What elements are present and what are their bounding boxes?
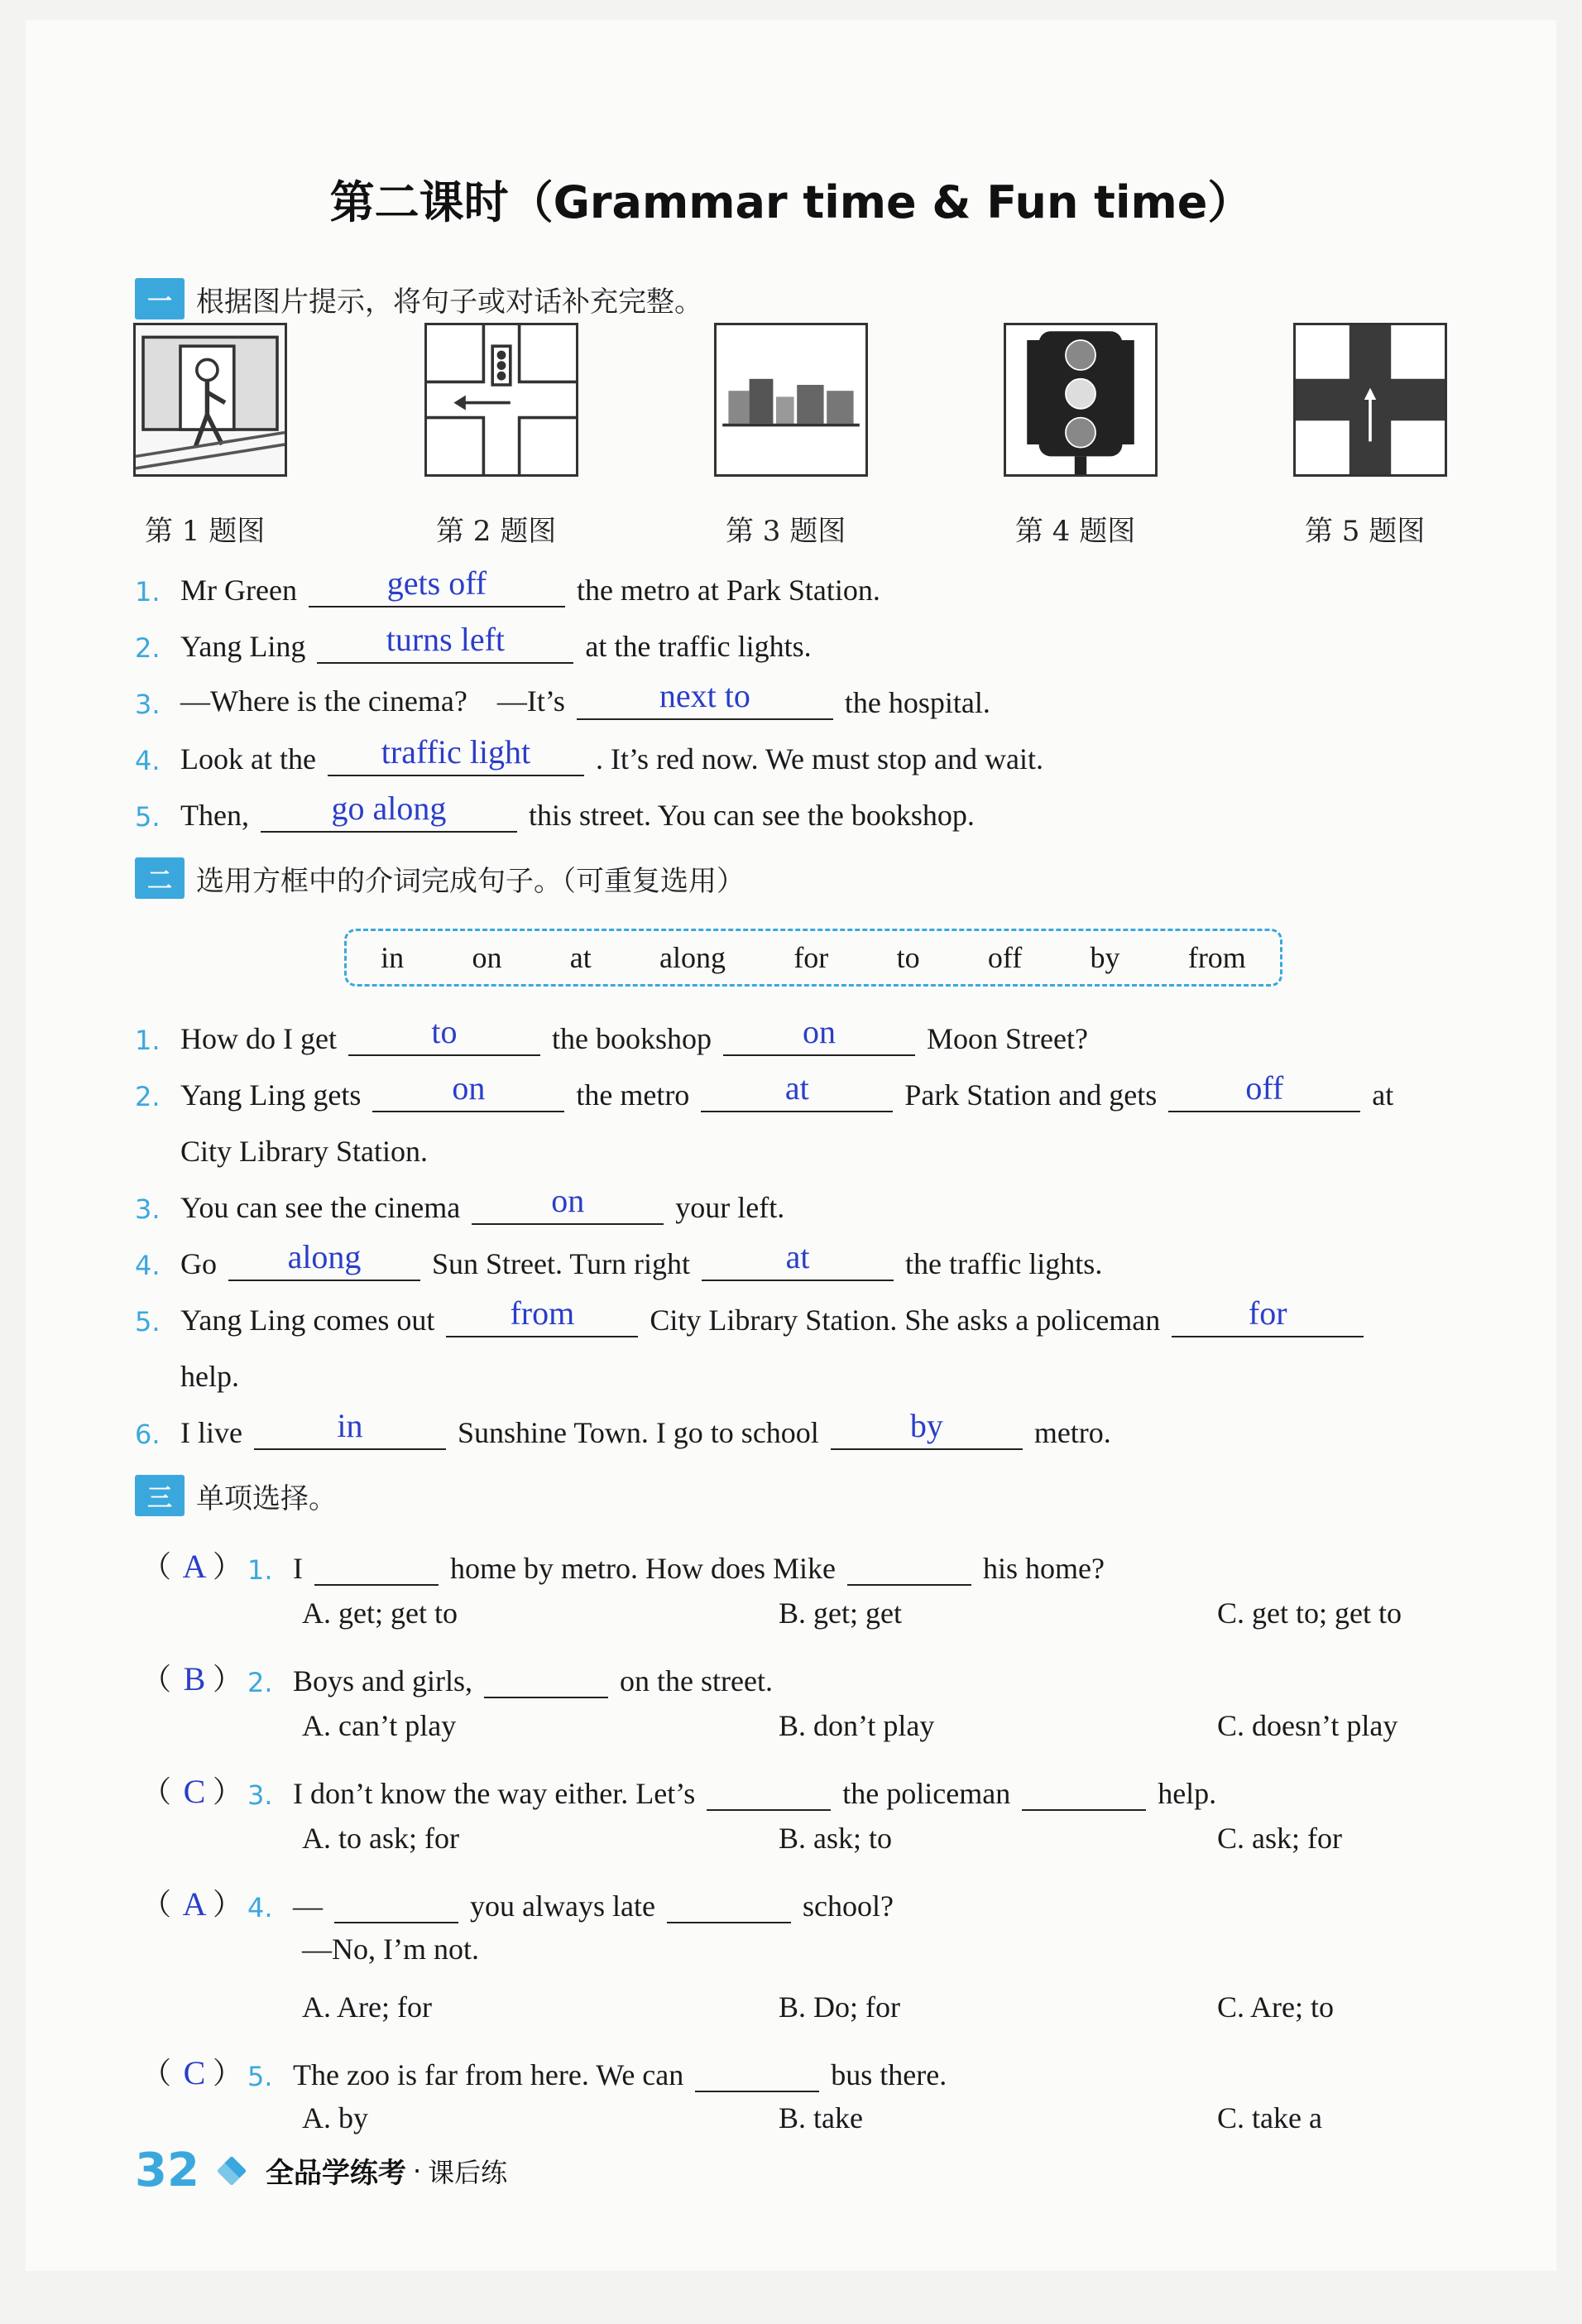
paren-open: （ <box>141 1775 172 1808</box>
mc-1-option-a[interactable]: A. get; get to <box>302 1597 458 1630</box>
answer-blank[interactable] <box>667 1882 791 1923</box>
mc-question-1 <box>141 1536 1465 1586</box>
book-subtitle: 课后练 <box>428 2156 508 2188</box>
traffic-light-icon <box>1004 323 1158 477</box>
question-text: Yang Ling <box>180 630 306 663</box>
paren-open: （ <box>141 1663 172 1696</box>
section-2-header <box>135 852 745 904</box>
section-2-number: 二 <box>135 857 185 899</box>
question-text: Sunshine Town. I go to school <box>457 1416 819 1449</box>
mc-question-4 <box>141 1874 1465 1923</box>
question-text: metro. <box>1033 1416 1111 1449</box>
paren-open: （ <box>141 1550 172 1583</box>
word-option: by <box>1090 941 1120 974</box>
question-number: 4. <box>247 1892 273 1923</box>
question-text: you always late <box>470 1889 655 1923</box>
mc-question-3 <box>141 1761 1465 1811</box>
answer-blank[interactable] <box>309 566 565 607</box>
question-number: 4. <box>135 1250 161 1281</box>
part2-question-5 <box>135 1288 1465 1337</box>
section-3-header <box>135 1470 337 1521</box>
question-text: your left. <box>675 1191 785 1224</box>
question-text: Look at the <box>180 742 316 775</box>
mc-2-option-b[interactable]: B. don’t play <box>779 1709 935 1742</box>
question-text: the policeman <box>842 1777 1011 1810</box>
question-text: I don’t know the way either. Let’s <box>293 1777 696 1810</box>
mc-2-option-a[interactable]: A. can’t play <box>302 1709 457 1742</box>
answer-blank[interactable] <box>348 1015 540 1056</box>
question-text: home by metro. How does Mike <box>450 1552 836 1585</box>
question-text: The zoo is far from here. We can <box>293 2058 684 2091</box>
answer-blank[interactable] <box>261 791 517 833</box>
part2-question-2-continued <box>180 1119 1465 1169</box>
question-number: 1. <box>135 576 161 607</box>
page-title: 第二课时（Grammar time & Fun time） <box>329 176 1253 228</box>
question-text: You can see the cinema <box>180 1191 461 1224</box>
question-text: How do I get <box>180 1022 337 1055</box>
answer-blank[interactable] <box>254 1409 446 1450</box>
answer-text: along <box>287 1238 362 1275</box>
word-option: on <box>472 941 502 974</box>
answer-text: for <box>1248 1294 1287 1332</box>
question-number: 2. <box>247 1667 273 1698</box>
question-text: Mr Green <box>180 574 297 607</box>
section-1-header <box>135 273 702 324</box>
question-text: Boys and girls, <box>293 1664 473 1697</box>
question-text: City Library Station. <box>180 1135 428 1168</box>
turn-left-crossroad-icon <box>424 323 578 477</box>
section-3-instruction: 单项选择。 <box>196 1481 337 1515</box>
answer-text: gets off <box>386 564 487 602</box>
question-text: Go <box>180 1247 217 1280</box>
mc-5-option-a[interactable]: A. by <box>302 2101 368 2134</box>
caption-picture-1: 第 1 题图 <box>145 515 266 548</box>
answer-text: traffic light <box>381 733 531 771</box>
answer-blank[interactable] <box>446 1296 638 1337</box>
part1-question-5 <box>135 783 1465 833</box>
mc-answer[interactable]: B <box>183 1660 206 1697</box>
question-number: 6. <box>135 1419 161 1450</box>
answer-blank[interactable] <box>831 1409 1023 1450</box>
answer-blank[interactable] <box>1168 1071 1360 1112</box>
section-1-instruction: 根据图片提示，将句子或对话补充完整。 <box>196 285 702 319</box>
question-text: this street. You can see the bookshop. <box>528 799 975 832</box>
question-number: 5. <box>247 2061 273 2092</box>
question-text: bus there. <box>831 2058 947 2091</box>
answer-text: turns left <box>386 621 506 658</box>
footer-separator: · <box>412 2154 422 2187</box>
answer-text: by <box>909 1407 943 1444</box>
answer-blank[interactable] <box>228 1240 420 1281</box>
question-text: on the street. <box>620 1664 773 1697</box>
metro-exit-icon <box>133 323 287 477</box>
page-number: 32 <box>135 2144 199 2197</box>
paren-open: （ <box>141 2057 172 2090</box>
paren-open: （ <box>141 1888 172 1921</box>
question-text: Park Station and gets <box>904 1078 1158 1112</box>
question-text: Yang Ling gets <box>180 1078 362 1112</box>
answer-blank[interactable] <box>472 1184 664 1225</box>
question-text: help. <box>1158 1777 1217 1810</box>
question-text: Then, <box>180 799 249 832</box>
part1-question-1 <box>135 558 1465 607</box>
worksheet-page <box>26 20 1556 2271</box>
question-number: 5. <box>135 801 161 833</box>
answer-blank[interactable] <box>317 622 573 664</box>
word-option: from <box>1187 941 1246 974</box>
mc-answer[interactable]: A <box>182 1548 207 1585</box>
mc-4-option-c[interactable]: C. Are; to <box>1217 1990 1334 2024</box>
go-straight-crossroad-icon <box>1293 323 1447 477</box>
mc-question-5 <box>141 2043 1465 2092</box>
question-text: . It’s red now. We must stop and wait. <box>595 742 1043 775</box>
question-text: I <box>293 1552 304 1585</box>
part2-question-3 <box>135 1175 1465 1225</box>
mc-5-option-c[interactable]: C. take a <box>1217 2101 1322 2134</box>
answer-blank[interactable] <box>334 1882 458 1923</box>
question-text: help. <box>180 1360 239 1393</box>
mc-answer[interactable]: C <box>183 2054 206 2091</box>
question-number: 2. <box>135 632 161 664</box>
question-number: 3. <box>135 689 161 720</box>
city-buildings-icon <box>714 323 868 477</box>
mc-4-option-b[interactable]: B. Do; for <box>779 1990 900 2024</box>
answer-blank[interactable] <box>314 1544 439 1586</box>
mc-question-2 <box>141 1649 1465 1698</box>
mc-3-option-a[interactable]: A. to ask; for <box>302 1822 459 1855</box>
section-2-instruction: 选用方框中的介词完成句子。（可重复选用） <box>196 864 745 898</box>
caption-picture-2: 第 2 题图 <box>436 515 557 548</box>
answer-blank[interactable] <box>695 2051 819 2092</box>
question-number: 3. <box>135 1193 161 1225</box>
paren-close: ） <box>213 2057 243 2090</box>
question-text: Sun Street. Turn right <box>432 1247 691 1280</box>
part1-question-2 <box>135 614 1465 664</box>
word-box <box>344 929 1282 987</box>
answer-text: go along <box>331 790 447 827</box>
answer-text: in <box>337 1407 363 1444</box>
part1-question-4 <box>135 727 1465 776</box>
caption-picture-5: 第 5 题图 <box>1305 515 1426 548</box>
answer-text: on <box>551 1182 585 1219</box>
mc-1-option-b[interactable]: B. get; get <box>779 1597 902 1630</box>
question-text: I live <box>180 1416 242 1449</box>
question-number: 1. <box>247 1554 273 1586</box>
answer-blank[interactable] <box>707 1769 831 1811</box>
page-footer <box>135 2144 507 2197</box>
answer-text: on <box>802 1013 836 1050</box>
question-text: Yang Ling comes out <box>180 1304 435 1337</box>
question-text: — <box>293 1889 324 1923</box>
book-title: 全品学练考 <box>265 2157 406 2190</box>
question-text: —Where is the cinema? —It’s <box>180 684 565 718</box>
question-text: the hospital. <box>844 686 990 719</box>
answer-text: from <box>510 1294 575 1332</box>
mc-4-option-a[interactable]: A. Are; for <box>302 1990 432 2024</box>
word-option: along <box>659 941 726 974</box>
mc-5-option-b[interactable]: B. take <box>779 2101 863 2134</box>
answer-text: to <box>431 1013 458 1050</box>
mc-4-reply: —No, I’m not. <box>302 1933 479 1966</box>
answer-text: next to <box>659 677 750 714</box>
question-text: at the traffic lights. <box>585 630 812 663</box>
part2-question-2 <box>135 1063 1465 1112</box>
answer-blank[interactable] <box>701 1071 893 1112</box>
section-1-number: 一 <box>135 278 185 319</box>
diamond-icon <box>218 2157 246 2185</box>
question-text: his home? <box>982 1552 1105 1585</box>
section-3-number: 三 <box>135 1475 185 1516</box>
answer-blank[interactable] <box>723 1015 915 1056</box>
answer-text: at <box>784 1069 809 1107</box>
answer-blank[interactable] <box>484 1657 608 1698</box>
mc-answer[interactable]: A <box>182 1885 207 1923</box>
answer-blank[interactable] <box>328 735 584 776</box>
mc-1-option-c[interactable]: C. get to; get to <box>1217 1597 1402 1630</box>
answer-blank[interactable] <box>577 679 833 720</box>
question-text: the traffic lights. <box>905 1247 1103 1280</box>
answer-text: off <box>1245 1069 1284 1107</box>
question-text: at <box>1372 1078 1394 1112</box>
mc-2-option-c[interactable]: C. doesn’t play <box>1217 1709 1398 1742</box>
part1-question-3 <box>135 670 1465 720</box>
paren-close: ） <box>213 1663 243 1696</box>
mc-3-option-c[interactable]: C. ask; for <box>1217 1822 1342 1855</box>
paren-close: ） <box>213 1775 243 1808</box>
question-number: 4. <box>135 745 161 776</box>
word-option: for <box>793 941 829 974</box>
part2-question-6 <box>135 1400 1465 1450</box>
question-text: Moon Street? <box>926 1022 1088 1055</box>
question-number: 1. <box>135 1025 161 1056</box>
question-text: the metro at Park Station. <box>576 574 880 607</box>
mc-answer[interactable]: C <box>183 1773 206 1810</box>
part2-question-1 <box>135 1006 1465 1056</box>
caption-picture-4: 第 4 题图 <box>1015 515 1136 548</box>
question-number: 2. <box>135 1081 161 1112</box>
word-option: at <box>569 941 592 974</box>
part2-question-5-continued <box>180 1344 1465 1394</box>
part2-question-4 <box>135 1232 1465 1281</box>
question-text: City Library Station. She asks a policeman <box>650 1304 1161 1337</box>
answer-blank[interactable] <box>847 1544 971 1586</box>
question-text: school? <box>802 1889 894 1923</box>
question-text: the metro <box>576 1078 690 1112</box>
word-option: in <box>381 941 405 974</box>
answer-text: at <box>785 1238 810 1275</box>
answer-blank[interactable] <box>1172 1296 1364 1337</box>
mc-3-option-b[interactable]: B. ask; to <box>779 1822 893 1855</box>
answer-blank[interactable] <box>702 1240 894 1281</box>
answer-blank[interactable] <box>372 1071 564 1112</box>
answer-blank[interactable] <box>1022 1769 1146 1811</box>
word-option: to <box>896 941 920 974</box>
paren-close: ） <box>213 1550 243 1583</box>
question-text: the bookshop <box>551 1022 712 1055</box>
caption-picture-3: 第 3 题图 <box>726 515 846 548</box>
question-number: 3. <box>247 1779 273 1811</box>
paren-close: ） <box>213 1888 243 1921</box>
word-option: off <box>987 941 1023 974</box>
question-number: 5. <box>135 1306 161 1337</box>
answer-text: on <box>452 1069 486 1107</box>
